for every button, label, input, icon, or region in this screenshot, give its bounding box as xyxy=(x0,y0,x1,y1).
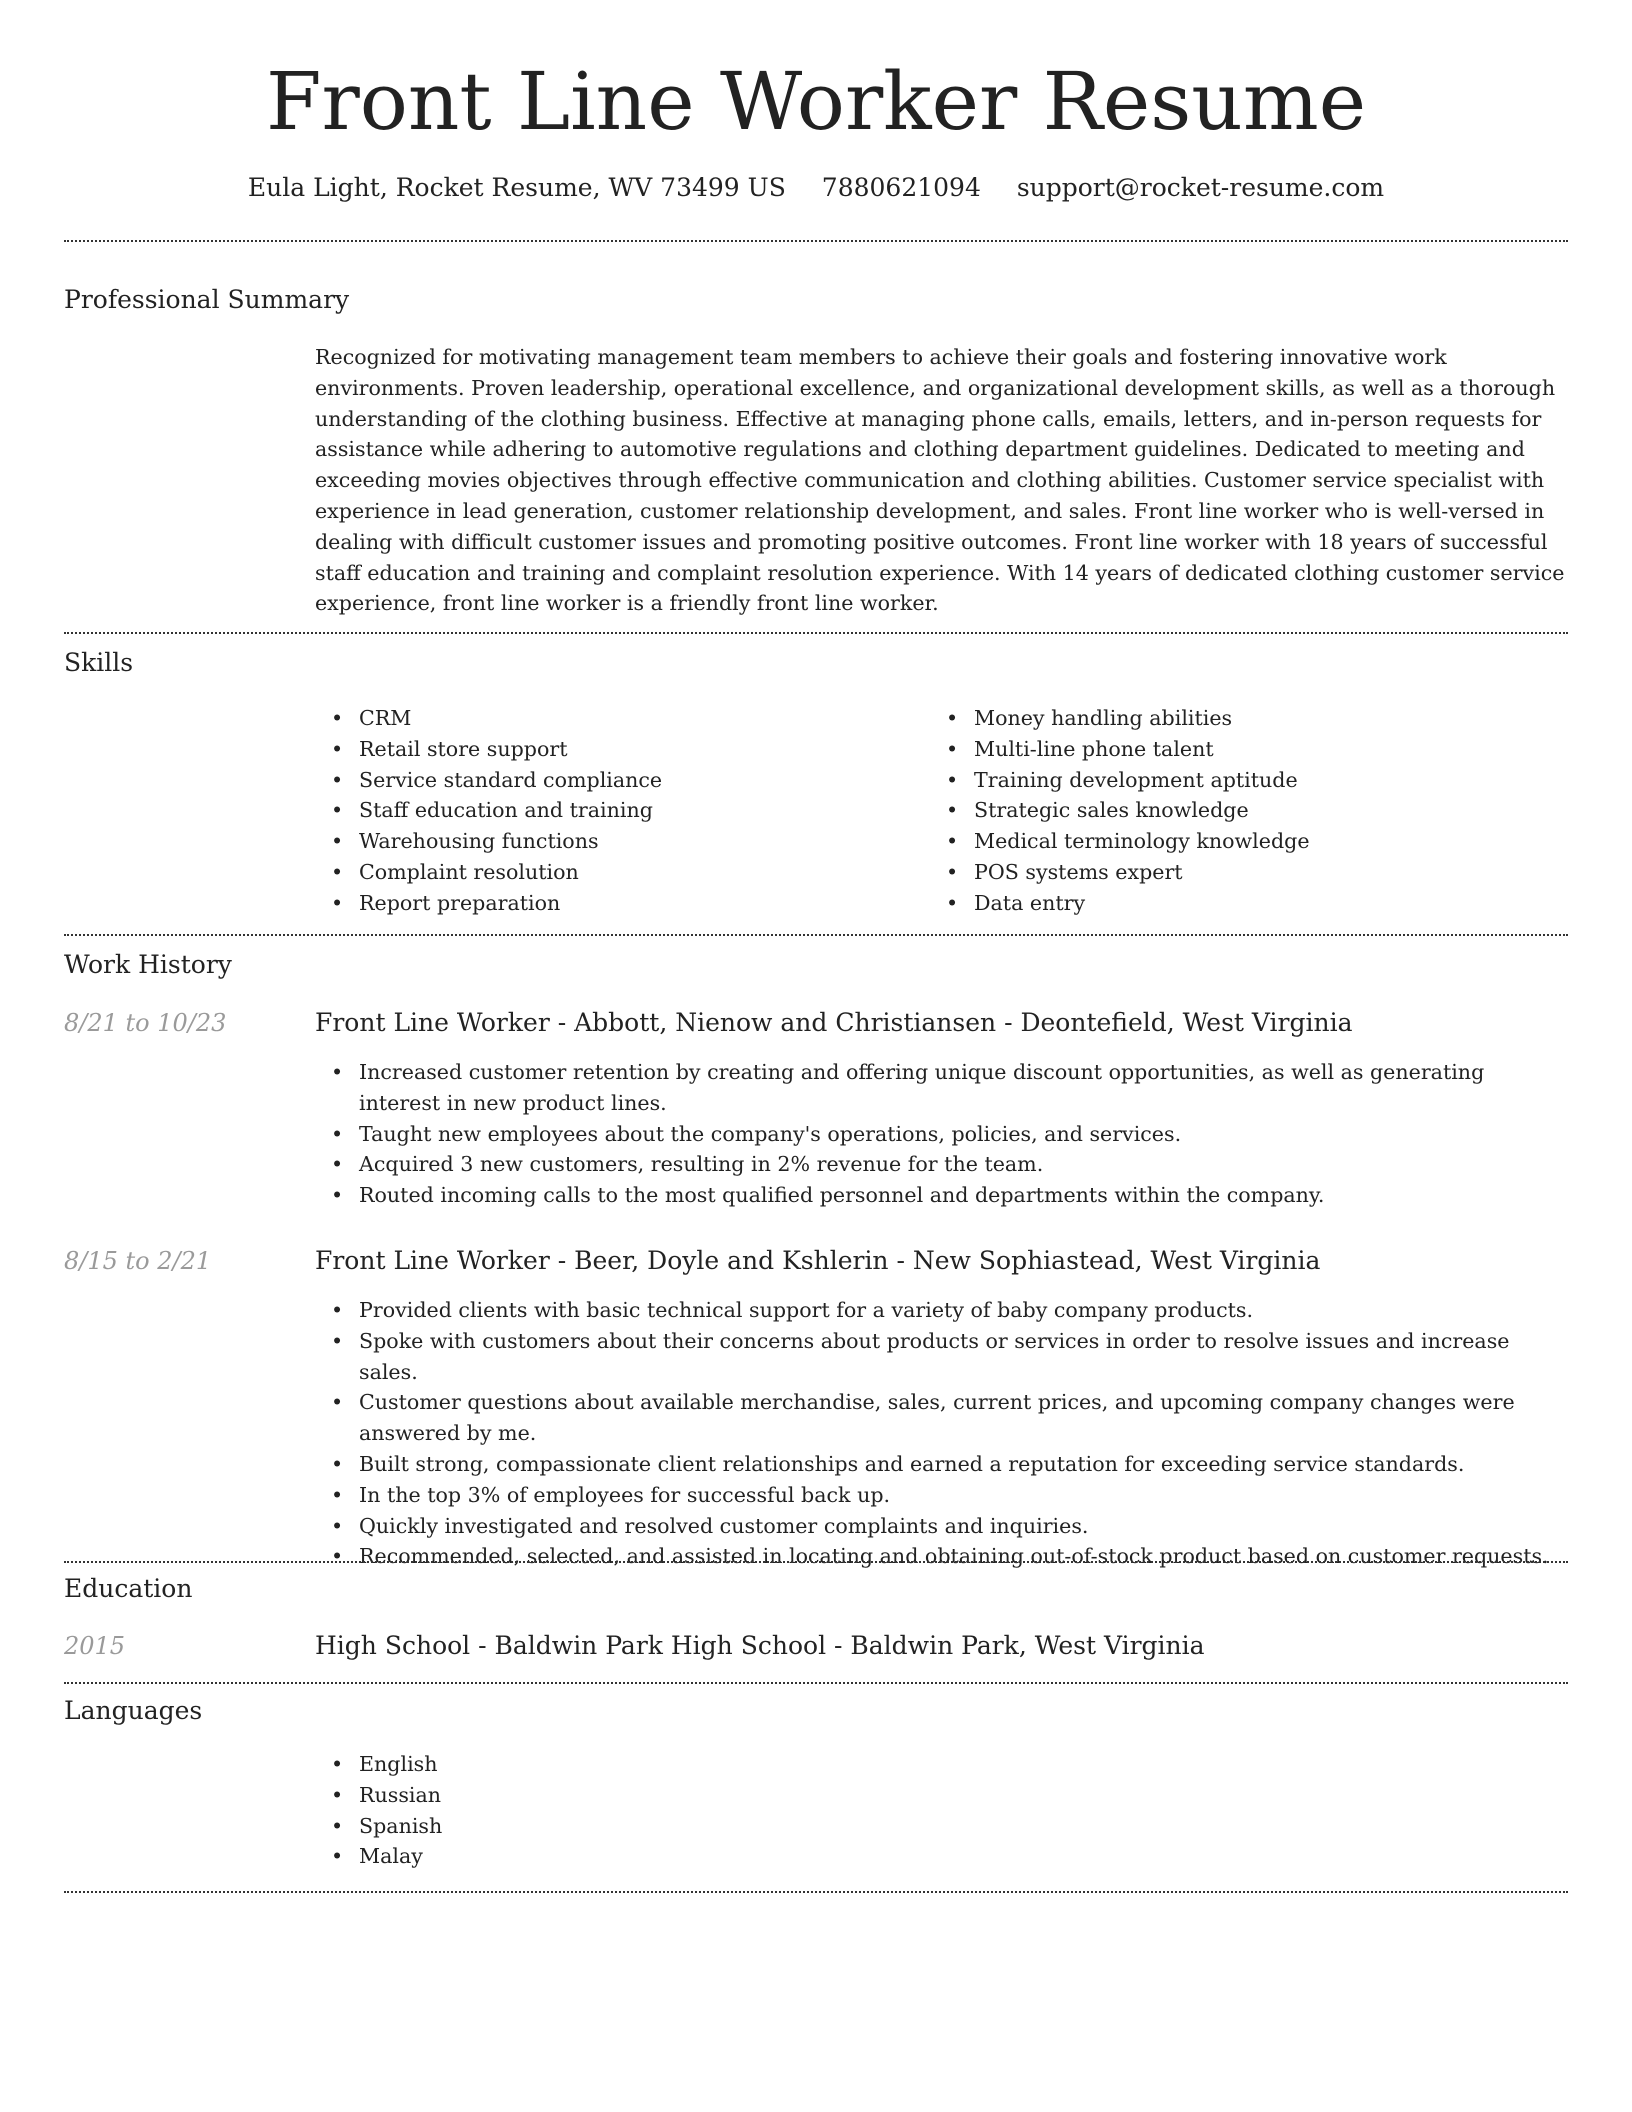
skills-list-left xyxy=(315,703,915,919)
divider xyxy=(64,1891,1568,1893)
job-bullet: • Routed incoming calls to the most qualified personnel and departments within the company. xyxy=(315,1180,1565,1211)
divider xyxy=(64,1682,1568,1684)
job-bullets xyxy=(315,1295,1565,1572)
skill-item: • Report preparation xyxy=(315,888,915,919)
job-bullet: • Spoke with customers about their concerns about products or services in order to resolve issues and increase sales. xyxy=(315,1326,1565,1388)
job-dates: 8/21 to 10/23 xyxy=(64,1009,227,1037)
contact-address: Eula Light, Rocket Resume, WV 73499 US xyxy=(247,173,786,202)
divider xyxy=(64,240,1568,242)
job-title: Front Line Worker - Abbott, Nienow and Christiansen - Deontefield, West Virginia xyxy=(315,1008,1353,1037)
divider xyxy=(64,632,1568,634)
skill-item: • CRM xyxy=(315,703,915,734)
skill-item: • Data entry xyxy=(930,888,1560,919)
education-heading: Education xyxy=(64,1574,193,1603)
education-entry: High School - Baldwin Park High School - Baldwin Park, West Virginia xyxy=(315,1631,1205,1660)
language-item: • Russian xyxy=(315,1780,915,1811)
languages-list xyxy=(315,1749,915,1872)
job-bullets xyxy=(315,1057,1565,1211)
job-bullet: • Acquired 3 new customers, resulting in 2% revenue for the team. xyxy=(315,1149,1565,1180)
job-bullet: • Taught new employees about the company's operations, policies, and services. xyxy=(315,1119,1565,1150)
language-item: • English xyxy=(315,1749,915,1780)
job-dates: 8/15 to 2/21 xyxy=(64,1247,212,1275)
language-item: • Spanish xyxy=(315,1811,915,1842)
skill-item: • Warehousing functions xyxy=(315,826,915,857)
contact-email: support@rocket-resume.com xyxy=(1016,173,1385,202)
summary-heading: Professional Summary xyxy=(64,285,350,314)
divider xyxy=(64,1561,1568,1563)
job-bullet: • Built strong, compassionate client relationships and earned a reputation for exceeding service standards. xyxy=(315,1449,1565,1480)
skill-item: • Medical terminology knowledge xyxy=(930,826,1560,857)
skills-list-right xyxy=(930,703,1560,919)
skill-item: • POS systems expert xyxy=(930,857,1560,888)
work-heading: Work History xyxy=(64,950,232,979)
skill-item: • Training development aptitude xyxy=(930,765,1560,796)
contact-line xyxy=(0,168,1632,208)
job-title: Front Line Worker - Beer, Doyle and Kshlerin - New Sophiastead, West Virginia xyxy=(315,1246,1321,1275)
job-bullet: • In the top 3% of employees for successful back up. xyxy=(315,1480,1565,1511)
job-bullet: • Increased customer retention by creating and offering unique discount opportunities, as well as generating interest in new product lines. xyxy=(315,1057,1565,1119)
skill-item: • Staff education and training xyxy=(315,795,915,826)
summary-text: Recognized for motivating management team members to achieve their goals and fostering innovative work environments. Proven leadership, operational excellence, and organizational development skills, as well as a thorough understanding of the clothing business. Effective at managing phone calls, emails, letters, and in-person requests for assistance while adhering to automotive regulations and clothing department guidelines. Dedicated to meeting and exceeding movies objectives through effective communication and clothing abilities. Customer service specialist with experience in lead generation, customer relationship development, and sales. Front line worker who is well-versed in dealing with difficult customer issues and promoting positive outcomes. Front line worker with 18 years of successful staff education and training and complaint resolution experience. With 14 years of dedicated clothing customer service experience, front line worker is a friendly front line worker. xyxy=(315,345,1565,616)
skill-item: • Service standard compliance xyxy=(315,765,915,796)
skill-item: • Complaint resolution xyxy=(315,857,915,888)
contact-phone: 7880621094 xyxy=(821,173,981,202)
skill-item: • Money handling abilities xyxy=(930,703,1560,734)
job-bullet: • Recommended, selected, and assisted in locating and obtaining out-of-stock product based on customer requests. xyxy=(315,1541,1565,1572)
skill-item: • Retail store support xyxy=(315,734,915,765)
skill-item: • Strategic sales knowledge xyxy=(930,795,1560,826)
skills-heading: Skills xyxy=(64,648,134,677)
skill-item: • Multi-line phone talent xyxy=(930,734,1560,765)
job-bullet: • Customer questions about available merchandise, sales, current prices, and upcoming company changes were answered by me. xyxy=(315,1387,1565,1449)
languages-heading: Languages xyxy=(64,1696,203,1725)
divider xyxy=(64,934,1568,936)
job-bullet: • Provided clients with basic technical support for a variety of baby company products. xyxy=(315,1295,1565,1326)
language-item: • Malay xyxy=(315,1841,915,1872)
job-bullet: • Quickly investigated and resolved customer complaints and inquiries. xyxy=(315,1511,1565,1542)
resume-title: Front Line Worker Resume xyxy=(265,55,1367,148)
education-year: 2015 xyxy=(64,1632,126,1660)
